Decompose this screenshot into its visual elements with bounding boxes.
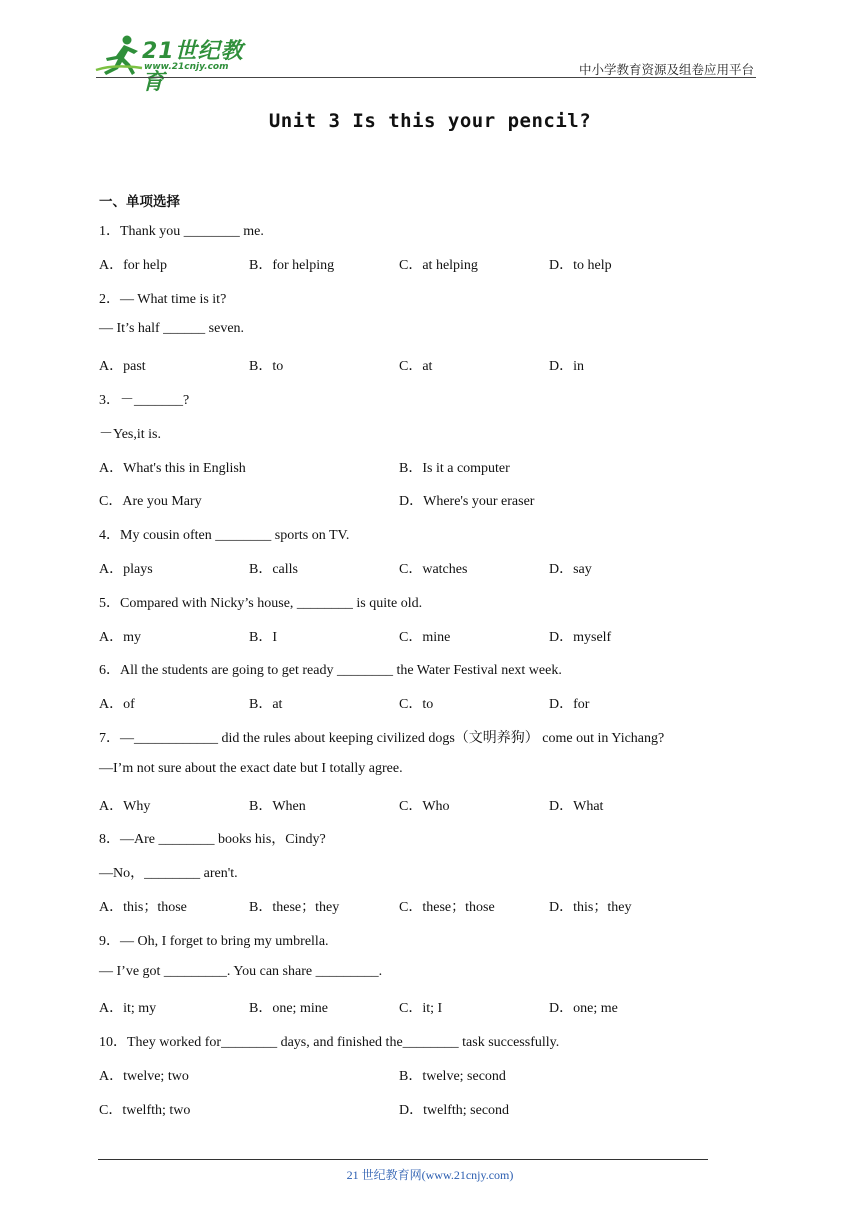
logo-text: 21世纪教育 [142, 39, 244, 95]
answer-option[interactable]: D．say [549, 562, 592, 577]
answer-option[interactable]: A．past [99, 359, 146, 375]
question-stem: 7．—____________ did the rules about keeping civilized dogs（文明养狗） come out in Yichang? [99, 731, 665, 746]
question-stem: 5．Compared with Nicky’s house, ________ is quite old. [99, 595, 423, 611]
page-title: Unit 3 Is this your pencil? [268, 110, 592, 132]
question-stem: 6．All the students are going to get ready ________ the Water Festival next week. [99, 663, 562, 679]
platform-name: 中小学教育资源及组卷应用平台 [578, 63, 754, 77]
answer-option[interactable]: C．at helping [399, 257, 478, 273]
answer-option[interactable]: B．twelve; second [399, 1069, 506, 1084]
answer-option[interactable]: B．at [249, 697, 283, 713]
answer-option[interactable]: D．twelfth; second [399, 1102, 510, 1118]
question-stem: 9．— Oh, I forget to bring my umbrella. [99, 933, 329, 949]
answer-option[interactable]: B．Is it a computer [399, 460, 510, 476]
answer-option[interactable]: A．my [99, 629, 141, 645]
question-dialogue-line: —I’m not sure about the exact date but I totally agree. [99, 760, 403, 776]
answer-option[interactable]: C．it; I [399, 1001, 443, 1017]
answer-option[interactable]: C．Are you Mary [99, 494, 202, 510]
answer-option[interactable]: A．it; my [99, 1001, 157, 1017]
answer-option[interactable]: A．Why [99, 798, 151, 814]
header-divider [96, 77, 756, 78]
answer-option[interactable]: A．this；those [99, 900, 187, 915]
answer-option[interactable]: C．these；those [399, 900, 495, 915]
answer-option[interactable]: C．watches [399, 562, 468, 577]
answer-option[interactable]: D．this；they [549, 900, 632, 915]
answer-option[interactable]: A．twelve; two [99, 1069, 189, 1084]
answer-option[interactable]: D．for [549, 697, 590, 713]
runner-logo-icon [94, 34, 144, 76]
page-header [0, 0, 860, 95]
answer-option[interactable]: C．Who [399, 798, 450, 814]
answer-option[interactable]: B．for helping [249, 257, 335, 273]
question-stem: 10．They worked for________ days, and finished the________ task successfully. [99, 1035, 560, 1051]
question-dialogue-line: — I’ve got _________. You can share _________. [99, 963, 383, 979]
answer-option[interactable]: A．What's this in English [99, 460, 246, 476]
answer-option[interactable]: D．one; me [549, 1001, 618, 1017]
section-heading: 一、单项选择 [99, 194, 180, 210]
answer-option[interactable]: B．calls [249, 562, 298, 577]
answer-option[interactable]: B．to [249, 359, 284, 375]
footer-divider [98, 1159, 708, 1160]
answer-option[interactable]: D．myself [549, 629, 612, 645]
answer-option[interactable]: C．twelfth; two [99, 1102, 191, 1118]
question-stem: 8．—Are ________ books his，Cindy? [99, 832, 326, 848]
answer-option[interactable]: B．these；they [249, 900, 340, 915]
question-stem: 4．My cousin often ________ sports on TV. [99, 528, 350, 544]
question-stem: 1．Thank you ________ me. [99, 224, 264, 239]
question-dialogue-line: —No，________ aren't. [99, 866, 238, 882]
site-logo[interactable] [94, 34, 256, 95]
answer-option[interactable]: B．When [249, 798, 306, 814]
answer-option[interactable]: D．in [549, 359, 584, 375]
answer-option[interactable]: C．at [399, 359, 433, 375]
answer-option[interactable]: D．What [549, 798, 604, 814]
answer-option[interactable]: A．plays [99, 562, 153, 577]
question-stem: 2．— What time is it? [99, 291, 227, 307]
answer-option[interactable]: A．of [99, 697, 135, 713]
answer-option[interactable]: B．I [249, 629, 277, 645]
question-stem: 3．－_______? [99, 393, 190, 408]
answer-option[interactable]: D．Where's your eraser [399, 494, 535, 510]
answer-option[interactable]: C．mine [399, 629, 451, 645]
footer-link[interactable]: 21 世纪教育网(www.21cnjy.com) [346, 1168, 514, 1182]
answer-option[interactable]: C．to [399, 697, 434, 713]
question-dialogue-line: — It’s half ______ seven. [99, 321, 245, 337]
answer-option[interactable]: B．one; mine [249, 1001, 328, 1017]
answer-option[interactable]: D．to help [549, 257, 612, 273]
answer-option[interactable]: A．for help [99, 257, 168, 273]
logo-url: www.21cnjy.com [144, 62, 229, 72]
question-dialogue-line: －Yes,it is. [99, 426, 161, 442]
